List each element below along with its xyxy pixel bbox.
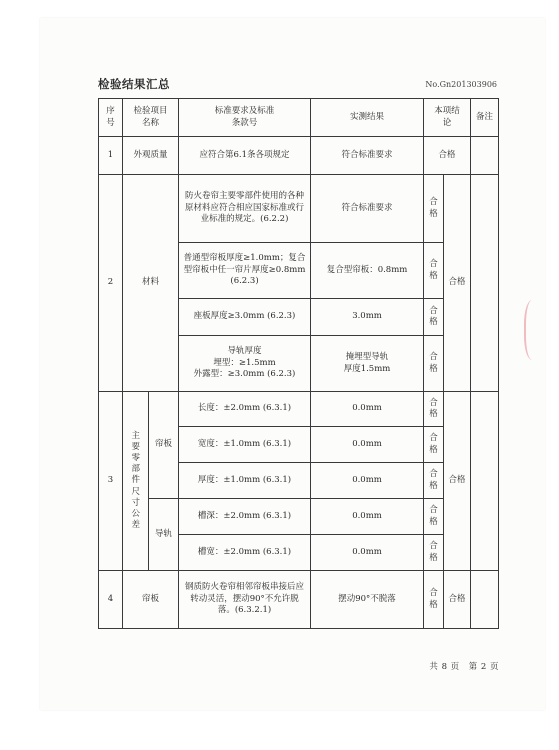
row3-result-5: 0.0mm — [311, 535, 424, 571]
row1-conclusion: 合格 — [424, 137, 471, 175]
row3-standard-1: 长度：±2.0mm (6.3.1) — [179, 392, 311, 427]
row2-standard-2: 普通型帘板厚度≥1.0mm；复合型帘板中任一帘片厚度≥0.8mm (6.2.3) — [179, 243, 311, 299]
row2-conclusion-2: 合格 — [424, 243, 444, 299]
row4-group-conclusion: 合格 — [444, 571, 471, 629]
row3-conclusion-3: 合格 — [424, 463, 444, 499]
row3-standard-5: 槽宽：±2.0mm (6.3.1) — [179, 535, 311, 571]
row4-seq: 4 — [99, 571, 123, 629]
row3-result-3: 0.0mm — [311, 463, 424, 499]
row3-group-conclusion: 合格 — [444, 392, 471, 571]
row3-part-a: 帘板 — [149, 392, 179, 499]
table-row — [99, 499, 499, 535]
row3-result-1: 0.0mm — [311, 392, 424, 427]
row2-result-4: 掩埋型导轨 厚度1.5mm — [311, 336, 424, 392]
red-stamp-edge — [524, 300, 544, 360]
header-item: 检验项目名称 — [123, 99, 179, 137]
row1-result: 符合标准要求 — [311, 137, 424, 175]
table-header-row — [99, 99, 499, 137]
row1-seq: 1 — [99, 137, 123, 175]
row4-item: 帘板 — [123, 571, 179, 629]
row4-result: 摆动90°不脱落 — [311, 571, 424, 629]
row2-group-conclusion: 合格 — [444, 175, 471, 392]
row3-result-2: 0.0mm — [311, 427, 424, 463]
row2-conclusion-1: 合格 — [424, 175, 444, 243]
row1-item: 外观质量 — [123, 137, 179, 175]
row4-conclusion: 合格 — [424, 571, 444, 629]
page-title: 检验结果汇总 — [98, 77, 170, 91]
header-seq: 序号 — [99, 99, 123, 137]
row3-standard-4: 槽深：±2.0mm (6.3.1) — [179, 499, 311, 535]
row3-standard-2: 宽度：±1.0mm (6.3.1) — [179, 427, 311, 463]
row3-conclusion-5: 合格 — [424, 535, 444, 571]
row2-result-1: 符合标准要求 — [311, 175, 424, 243]
row4-standard: 钢质防火卷帘相邻帘板串接后应转动灵活，摆动90°不允许脱落。(6.3.2.1) — [179, 571, 311, 629]
row2-remark — [471, 175, 499, 392]
row3-standard-3: 厚度：±1.0mm (6.3.1) — [179, 463, 311, 499]
row2-result-3: 3.0mm — [311, 299, 424, 336]
row3-conclusion-2: 合格 — [424, 427, 444, 463]
row3-part-b: 导轨 — [149, 499, 179, 571]
row2-standard-3: 座板厚度≥3.0mm (6.2.3) — [179, 299, 311, 336]
table-row — [99, 175, 499, 243]
table-row — [99, 392, 499, 427]
row4-remark — [471, 571, 499, 629]
row2-standard-4: 导轨厚度 埋型：≥1.5mm 外露型：≥3.0mm (6.2.3) — [179, 336, 311, 392]
row3-remark — [471, 392, 499, 571]
row3-conclusion-1: 合格 — [424, 392, 444, 427]
row3-conclusion-4: 合格 — [424, 499, 444, 535]
row3-result-4: 0.0mm — [311, 499, 424, 535]
row1-remark — [471, 137, 499, 175]
table-row — [99, 137, 499, 175]
row2-result-2: 复合型帘板：0.8mm — [311, 243, 424, 299]
row2-conclusion-3: 合格 — [424, 299, 444, 336]
row3-seq: 3 — [99, 392, 123, 571]
row3-item-vertical: 主要零部件尺寸公差 — [131, 431, 141, 530]
row3-item — [123, 392, 149, 571]
header-result: 实测结果 — [311, 99, 424, 137]
results-table — [98, 98, 499, 629]
row2-item: 材料 — [123, 175, 179, 392]
header-remark: 备注 — [471, 99, 499, 137]
page-counter: 共 8 页 第 2 页 — [429, 662, 499, 672]
document-number: No.Gn201303906 — [425, 80, 497, 89]
row2-standard-1: 防火卷帘主要零部件使用的各种原材料应符合相应国家标准或行业标准的规定。(6.2.2) — [179, 175, 311, 243]
row2-seq: 2 — [99, 175, 123, 392]
row2-conclusion-4: 合格 — [424, 336, 444, 392]
row1-standard: 应符合第6.1条各项规定 — [179, 137, 311, 175]
header-conclusion: 本项结论 — [424, 99, 471, 137]
header-standard: 标准要求及标准条款号 — [179, 99, 311, 137]
table-row — [99, 571, 499, 629]
